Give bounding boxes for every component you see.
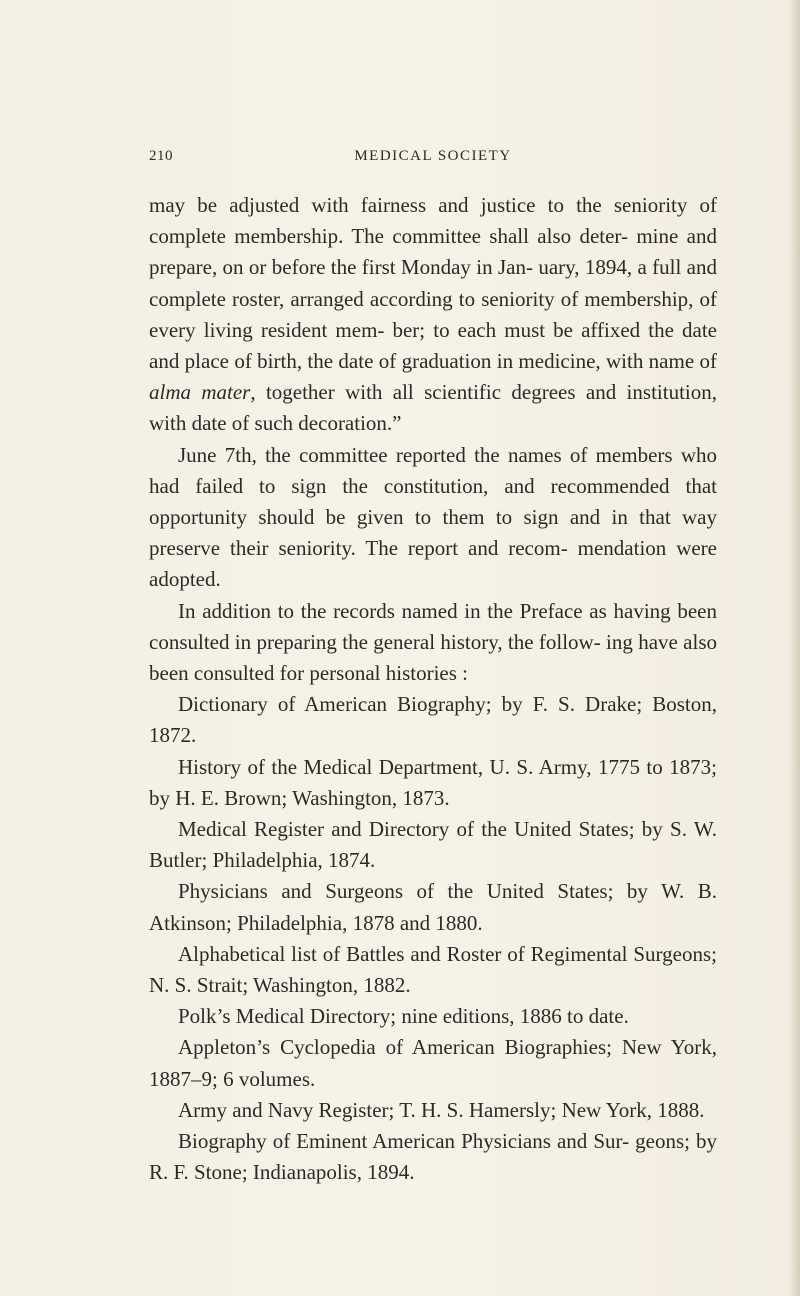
paragraph-records-intro: In addition to the records named in the Preface as having been consulted in preparing the general history, the follow- ing have also been consulted for personal histories : xyxy=(149,598,717,686)
body-text xyxy=(149,190,717,1189)
reference-entry: Medical Register and Directory of the United States; by S. W. Butler; Philadelphia, 1874. xyxy=(149,817,717,873)
reference-entry: Appleton’s Cyclopedia of American Biographies; New York, 1887–9; 6 volumes. xyxy=(149,1035,717,1091)
paragraph-text: , together with all scientific degrees and institution, with date of such decoration.” xyxy=(149,380,717,436)
running-title: MEDICAL SOCIETY xyxy=(354,148,512,164)
paragraph-continued xyxy=(149,190,717,440)
reference-entry: Dictionary of American Biography; by F. S. Drake; Boston, 1872. xyxy=(149,692,717,748)
paragraph-committee-report: June 7th, the committee reported the names of members who had failed to sign the constitution, and recommended that opportunity should be given to them to sign and in that way preserve their seniority. The report and recom- mendation were adopted. xyxy=(149,442,717,592)
reference-entry: Polk’s Medical Directory; nine editions, 1886 to date. xyxy=(178,1004,629,1029)
page-number: 210 xyxy=(149,148,173,164)
reference-entry: Alphabetical list of Battles and Roster of Regimental Surgeons; N. S. Strait; Washington, 1882. xyxy=(149,941,717,998)
reference-entry: Physicians and Surgeons of the United States; by W. B. Atkinson; Philadelphia, 1878 and 1880. xyxy=(149,879,717,935)
reference-entry: History of the Medical Department, U. S. Army, 1775 to 1873; by H. E. Brown; Washington, 1873. xyxy=(149,754,717,810)
running-head xyxy=(149,148,717,170)
page-edge-shadow xyxy=(788,0,800,1296)
paragraph-text: may be adjusted with fairness and justice to the seniority of complete membership. The committee shall also deter- mine and prepare, on or before the first Monday in Jan- uary, 1894, a full and complete roster, arranged according to seniority of membership, of every living resident mem- ber; to each must be affixed the date and place of birth, the date of graduation in medicine, with name of xyxy=(149,193,717,374)
italic-phrase: alma mater xyxy=(149,380,251,405)
reference-entry: Biography of Eminent American Physicians and Sur- geons; by R. F. Stone; Indianapolis, 1894. xyxy=(149,1129,717,1185)
reference-entry: Army and Navy Register; T. H. S. Hamersly; New York, 1888. xyxy=(178,1097,705,1122)
